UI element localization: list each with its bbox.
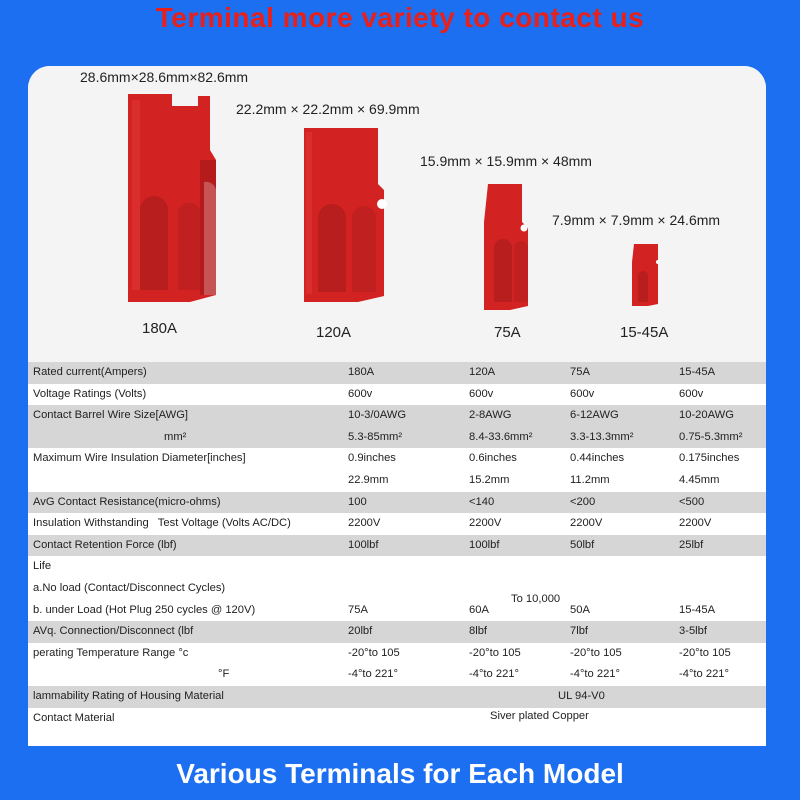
cell: 0.9inches — [348, 452, 396, 465]
cell: -4°to 221° — [570, 668, 620, 681]
cell: <200 — [570, 495, 596, 508]
cell: 600v — [348, 387, 373, 400]
table-row — [28, 600, 766, 622]
footer-title: Various Terminals for Each Model — [176, 758, 624, 789]
cell: 50lbf — [570, 538, 595, 551]
table-row — [28, 643, 766, 665]
cell: 180A — [348, 366, 375, 378]
row-label: Voltage Ratings (Volts) — [33, 387, 147, 400]
cell: -20°to 105 — [348, 646, 400, 659]
cell: 0.175inches — [679, 452, 740, 465]
cell: 15.2mm — [469, 473, 510, 486]
cell: -20°to 105 — [469, 646, 521, 659]
cell: 600v — [679, 387, 704, 400]
cell: 15-45A — [679, 366, 716, 378]
cell: 2200V — [570, 517, 603, 530]
dimension-15-45a: 7.9mm × 7.9mm × 24.6mm — [552, 212, 721, 228]
row-label: mm² — [164, 430, 187, 443]
row-label: b. under Load (Hot Plug 250 cycles @ 120V) — [33, 603, 256, 616]
row-label: °F — [218, 668, 230, 681]
row-label: Insulation Withstanding Test Voltage (Volts AC/DC) — [33, 517, 291, 530]
table-row — [28, 362, 766, 384]
table-row — [28, 448, 766, 470]
table-row — [28, 492, 766, 514]
cell: 0.75-5.3mm² — [679, 430, 743, 443]
table-row — [28, 384, 766, 406]
rating-15-45a: 15-45A — [620, 324, 669, 341]
cell: <140 — [469, 495, 495, 508]
cell: 75A — [570, 366, 590, 378]
cell: -4°to 221° — [348, 668, 398, 681]
merged-cell: UL 94-V0 — [558, 689, 605, 702]
row-label: Life — [33, 560, 52, 573]
cell: 10-20AWG — [679, 409, 734, 422]
row-label: lammability Rating of Housing Material — [33, 689, 224, 702]
rating-75a: 75A — [494, 324, 521, 341]
cell: 2200V — [679, 517, 712, 530]
dimension-120a: 22.2mm × 22.2mm × 69.9mm — [236, 101, 420, 117]
cell: -20°to 105 — [570, 646, 622, 659]
terminal-120a-image — [298, 124, 388, 314]
cell: 6-12AWG — [570, 409, 619, 422]
merged-cell: To 10,000 — [511, 592, 561, 605]
table-row — [28, 556, 766, 578]
cell: 8lbf — [469, 625, 488, 638]
table-row — [28, 578, 766, 605]
row-label: Contact Material — [33, 711, 115, 724]
cell: 0.44inches — [570, 452, 625, 465]
cell: 50A — [570, 603, 590, 616]
cell: 4.45mm — [679, 473, 720, 486]
terminal-180a-image — [120, 90, 230, 310]
header-title: Terminal more variety to contact us — [155, 2, 645, 33]
cell: -4°to 221° — [469, 668, 519, 681]
terminal-15-45a-image — [628, 242, 664, 308]
product-photo — [28, 66, 766, 362]
terminal-75a-image — [480, 182, 540, 312]
cell: <500 — [679, 495, 705, 508]
cell: 20lbf — [348, 625, 373, 638]
table-row — [28, 513, 766, 535]
spec-table — [28, 362, 766, 729]
cell: 2200V — [348, 517, 381, 530]
cell: -4°to 221° — [679, 668, 729, 681]
row-label: Contact Barrel Wire Size[AWG] — [33, 409, 189, 422]
cell: 100 — [348, 495, 367, 508]
row-label: Contact Retention Force (lbf) — [33, 538, 177, 551]
rating-120a: 120A — [316, 324, 352, 341]
cell: 120A — [469, 366, 496, 378]
cell: 7lbf — [570, 625, 589, 638]
table-row — [28, 427, 766, 449]
product-card — [28, 66, 766, 746]
table-row — [28, 708, 766, 730]
cell: 2200V — [469, 517, 502, 530]
table-row — [28, 470, 766, 492]
merged-cell: Siver plated Copper — [490, 709, 589, 722]
cell: 11.2mm — [570, 473, 610, 486]
rating-180a: 180A — [142, 320, 178, 337]
table-row — [28, 686, 766, 708]
cell: 75A — [348, 603, 368, 616]
table-row — [28, 535, 766, 557]
cell: 2-8AWG — [469, 409, 512, 422]
row-label: Maximum Wire Insulation Diameter[inches] — [33, 452, 246, 465]
row-label: AvG Contact Resistance(micro-ohms) — [33, 495, 221, 508]
cell: 15-45A — [679, 603, 716, 616]
cell: 3.3-13.3mm² — [570, 430, 634, 443]
table-row — [28, 664, 766, 686]
table-row — [28, 405, 766, 427]
row-label: a.No load (Contact/Disconnect Cycles) — [33, 581, 226, 594]
row-label: perating Temperature Range °c — [33, 646, 189, 659]
cell: 100lbf — [348, 538, 379, 551]
table-row — [28, 621, 766, 643]
cell: 600v — [469, 387, 494, 400]
cell: 5.3-85mm² — [348, 430, 403, 443]
cell: 60A — [469, 603, 489, 616]
cell: 3-5lbf — [679, 625, 707, 638]
cell: 10-3/0AWG — [348, 409, 407, 422]
cell: 22.9mm — [348, 473, 389, 486]
dimension-75a: 15.9mm × 15.9mm × 48mm — [420, 153, 592, 169]
cell: 100lbf — [469, 538, 500, 551]
cell: 8.4-33.6mm² — [469, 430, 533, 443]
row-label: Rated current(Ampers) — [33, 366, 147, 378]
cell: 25lbf — [679, 538, 704, 551]
cell: 0.6inches — [469, 452, 517, 465]
cell: -20°to 105 — [679, 646, 731, 659]
dimension-180a: 28.6mm×28.6mm×82.6mm — [80, 69, 249, 85]
cell: 600v — [570, 387, 595, 400]
row-label: AVq. Connection/Disconnect (lbf — [33, 625, 194, 638]
